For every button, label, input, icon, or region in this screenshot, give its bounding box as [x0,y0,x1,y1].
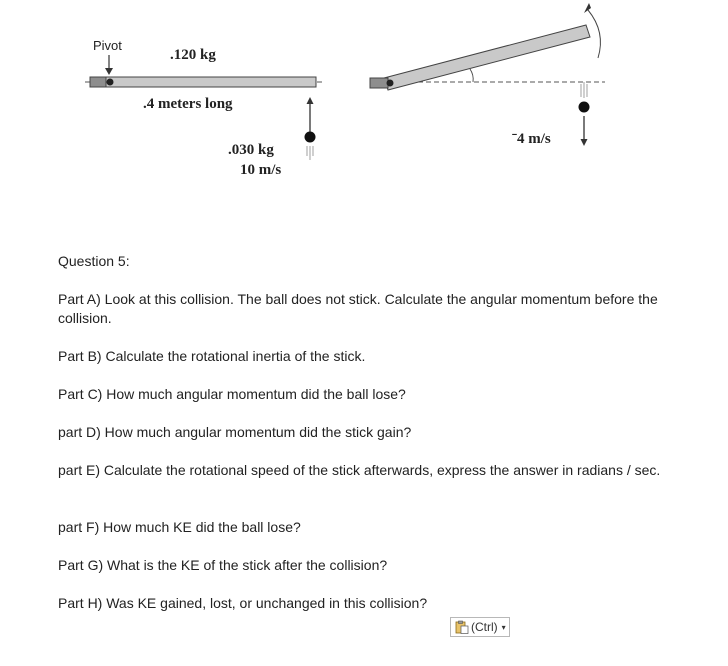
ball-after [579,102,590,113]
part-b: Part B) Calculate the rotational inertia of the stick. [58,348,366,364]
pivot-clamp [90,77,106,87]
ball-before [305,132,316,143]
stick-before [90,77,316,87]
clipboard-icon [455,620,469,634]
part-e: part E) Calculate the rotational speed of the stick afterwards, express the answer in radians / sec. [58,462,661,478]
part-h: Part H) Was KE gained, lost, or unchanged in this collision? [58,595,428,611]
pivot-label: Pivot [93,38,122,53]
part-f: part F) How much KE did the ball lose? [58,519,301,535]
paste-options-label: (Ctrl) [471,620,498,634]
part-a: Part A) Look at this collision. The ball does not stick. Calculate the angular momentum before the collision. [58,291,658,326]
ball-mass-label: .030 kg [228,142,274,158]
chevron-down-icon: ▾ [501,622,506,632]
pivot-clamp-after [370,78,388,88]
ball-speed-after-label: ˉ4 m/s [512,131,551,147]
stick-length-label: .4 meters long [143,96,233,112]
question-title: Question 5: [58,253,130,269]
pivot-point [107,79,114,86]
pivot-arrow-head [105,68,113,75]
angle-arc [470,69,473,82]
stick-after [384,25,590,90]
collision-diagram [0,0,728,240]
paste-options-button[interactable] [450,617,510,637]
part-d: part D) How much angular momentum did the stick gain? [58,424,412,440]
part-c: Part C) How much angular momentum did the ball lose? [58,386,406,402]
ball-speed-before-label: 10 m/s [240,162,282,178]
rotation-arc [588,10,600,58]
pivot-point-after [387,80,394,87]
stick-mass-label: .120 kg [170,47,216,63]
rotation-arrow-head [584,3,591,13]
part-g: Part G) What is the KE of the stick after the collision? [58,557,388,573]
